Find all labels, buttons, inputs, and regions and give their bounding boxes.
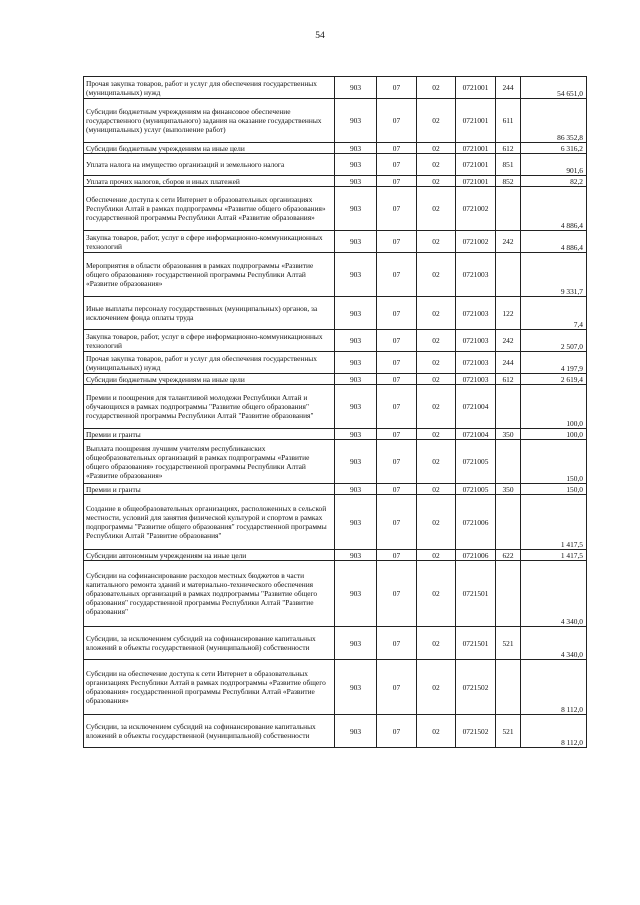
table-row [84,484,587,495]
subsection-code-cell: 02 [417,176,456,187]
section-code-cell: 07 [377,715,417,748]
department-code-cell: 903 [335,297,377,330]
expense-type-cell: 851 [496,154,521,176]
section-code-cell: 07 [377,99,417,143]
subsection-code-cell: 02 [417,297,456,330]
target-item-cell: 0721001 [456,77,496,99]
amount-cell: 4 886,4 [521,187,587,231]
expense-type-cell [496,385,521,429]
section-code-cell: 07 [377,253,417,297]
budget-table-body [84,77,587,748]
department-code-cell: 903 [335,231,377,253]
target-item-cell: 0721001 [456,176,496,187]
section-code-cell: 07 [377,374,417,385]
expense-type-cell [496,660,521,715]
expense-type-cell [496,440,521,484]
table-row [84,154,587,176]
department-code-cell: 903 [335,715,377,748]
section-code-cell: 07 [377,154,417,176]
table-row [84,253,587,297]
target-item-cell: 0721502 [456,660,496,715]
section-code-cell: 07 [377,297,417,330]
expense-name-cell: Премии и гранты [84,429,335,440]
section-code-cell: 07 [377,429,417,440]
table-row [84,495,587,550]
expense-name-cell: Уплата налога на имущество организаций и земельного налога [84,154,335,176]
section-code-cell: 07 [377,352,417,374]
amount-cell: 1 417,5 [521,550,587,561]
department-code-cell: 903 [335,484,377,495]
table-row [84,352,587,374]
expense-name-cell: Субсидии бюджетным учреждениям на иные цели [84,374,335,385]
target-item-cell: 0721003 [456,297,496,330]
amount-cell: 86 352,8 [521,99,587,143]
subsection-code-cell: 02 [417,440,456,484]
department-code-cell: 903 [335,330,377,352]
section-code-cell: 07 [377,660,417,715]
expense-name-cell: Субсидии, за исключением субсидий на софинансирование капитальных вложений в объекты государственной (муниципальной) собственности [84,627,335,660]
section-code-cell: 07 [377,484,417,495]
target-item-cell: 0721003 [456,330,496,352]
expense-type-cell [496,253,521,297]
subsection-code-cell: 02 [417,77,456,99]
target-item-cell: 0721003 [456,352,496,374]
subsection-code-cell: 02 [417,495,456,550]
expense-name-cell: Прочая закупка товаров, работ и услуг для обеспечения государственных (муниципальных) нужд [84,77,335,99]
expense-type-cell: 521 [496,627,521,660]
table-row [84,660,587,715]
expense-type-cell: 122 [496,297,521,330]
target-item-cell: 0721002 [456,187,496,231]
section-code-cell: 07 [377,231,417,253]
subsection-code-cell: 02 [417,231,456,253]
section-code-cell: 07 [377,187,417,231]
amount-cell: 4 340,0 [521,561,587,627]
expense-type-cell: 242 [496,330,521,352]
target-item-cell: 0721005 [456,440,496,484]
expense-type-cell: 521 [496,715,521,748]
subsection-code-cell: 02 [417,715,456,748]
target-item-cell: 0721004 [456,429,496,440]
expense-type-cell [496,495,521,550]
amount-cell: 9 331,7 [521,253,587,297]
table-row [84,330,587,352]
subsection-code-cell: 02 [417,330,456,352]
amount-cell: 2 619,4 [521,374,587,385]
subsection-code-cell: 02 [417,143,456,154]
expense-type-cell: 350 [496,429,521,440]
amount-cell: 7,4 [521,297,587,330]
subsection-code-cell: 02 [417,627,456,660]
target-item-cell: 0721002 [456,231,496,253]
subsection-code-cell: 02 [417,154,456,176]
expense-name-cell: Субсидии автономным учреждениям на иные цели [84,550,335,561]
department-code-cell: 903 [335,627,377,660]
table-row [84,231,587,253]
target-item-cell: 0721001 [456,154,496,176]
table-row [84,374,587,385]
department-code-cell: 903 [335,352,377,374]
section-code-cell: 07 [377,143,417,154]
amount-cell: 1 417,5 [521,495,587,550]
section-code-cell: 07 [377,561,417,627]
table-row [84,187,587,231]
expense-name-cell: Иные выплаты персоналу государственных (муниципальных) органов, за исключением фонда оплаты труда [84,297,335,330]
expense-name-cell: Закупка товаров, работ, услуг в сфере информационно-коммуникационных технологий [84,231,335,253]
expense-type-cell: 242 [496,231,521,253]
target-item-cell: 0721006 [456,495,496,550]
amount-cell: 901,6 [521,154,587,176]
expense-name-cell: Мероприятия в области образования в рамках подпрограммы «Развитие общего образования» государственной программы Республики Алтай «Развитие образования» [84,253,335,297]
expense-name-cell: Создание в общеобразовательных организациях, расположенных в сельской местности, условий для занятия физической культурой и спортом в рамках подпрограммы "Развитие общего образования" государственной программы Республики Алтай "Развитие образования" [84,495,335,550]
target-item-cell: 0721006 [456,550,496,561]
expense-name-cell: Обеспечение доступа к сети Интернет в образовательных организациях Республики Алтай в рамках подпрограммы «Развитие общего образования» государственной программы Республики Алтай «Развитие образования» [84,187,335,231]
expense-type-cell [496,561,521,627]
expense-name-cell: Прочая закупка товаров, работ и услуг для обеспечения государственных (муниципальных) нужд [84,352,335,374]
expense-name-cell: Субсидии бюджетным учреждениям на иные цели [84,143,335,154]
expense-type-cell: 244 [496,77,521,99]
table-row [84,715,587,748]
subsection-code-cell: 02 [417,374,456,385]
target-item-cell: 0721501 [456,561,496,627]
expense-type-cell: 622 [496,550,521,561]
table-row [84,176,587,187]
department-code-cell: 903 [335,253,377,297]
target-item-cell: 0721502 [456,715,496,748]
amount-cell: 100,0 [521,429,587,440]
department-code-cell: 903 [335,176,377,187]
expense-type-cell: 244 [496,352,521,374]
section-code-cell: 07 [377,550,417,561]
table-row [84,550,587,561]
expense-name-cell: Премии и поощрения для талантливой молодежи Республики Алтай и обучающихся в рамках подпрограммы "Развитие общего образования" государственной программы Республики Алтай "Развитие образования" [84,385,335,429]
department-code-cell: 903 [335,440,377,484]
expense-name-cell: Закупка товаров, работ, услуг в сфере информационно-коммуникационных технологий [84,330,335,352]
department-code-cell: 903 [335,550,377,561]
section-code-cell: 07 [377,385,417,429]
section-code-cell: 07 [377,495,417,550]
amount-cell: 150,0 [521,440,587,484]
amount-cell: 100,0 [521,385,587,429]
expense-name-cell: Субсидии, за исключением субсидий на софинансирование капитальных вложений в объекты государственной (муниципальной) собственности [84,715,335,748]
section-code-cell: 07 [377,77,417,99]
table-row [84,429,587,440]
department-code-cell: 903 [335,374,377,385]
expense-type-cell: 350 [496,484,521,495]
amount-cell: 8 112,0 [521,715,587,748]
department-code-cell: 903 [335,385,377,429]
department-code-cell: 903 [335,660,377,715]
expense-type-cell [496,187,521,231]
expense-name-cell: Премии и гранты [84,484,335,495]
amount-cell: 4 340,0 [521,627,587,660]
amount-cell: 150,0 [521,484,587,495]
page-number: 54 [315,31,325,41]
expense-name-cell: Выплата поощрения лучшим учителям республиканских общеобразовательных организаций в рамках подпрограммы «Развитие общего образования» государственной программы Республики Алтай «Развитие образования» [84,440,335,484]
section-code-cell: 07 [377,627,417,660]
expense-type-cell: 611 [496,99,521,143]
amount-cell: 2 507,0 [521,330,587,352]
amount-cell: 4 197,9 [521,352,587,374]
department-code-cell: 903 [335,561,377,627]
subsection-code-cell: 02 [417,187,456,231]
subsection-code-cell: 02 [417,352,456,374]
target-item-cell: 0721003 [456,374,496,385]
department-code-cell: 903 [335,99,377,143]
table-row [84,143,587,154]
expense-type-cell: 612 [496,143,521,154]
target-item-cell: 0721001 [456,99,496,143]
expense-type-cell: 612 [496,374,521,385]
department-code-cell: 903 [335,77,377,99]
expense-type-cell: 852 [496,176,521,187]
subsection-code-cell: 02 [417,429,456,440]
amount-cell: 54 651,0 [521,77,587,99]
target-item-cell: 0721003 [456,253,496,297]
section-code-cell: 07 [377,330,417,352]
table-row [84,297,587,330]
amount-cell: 6 316,2 [521,143,587,154]
table-row [84,627,587,660]
subsection-code-cell: 02 [417,660,456,715]
subsection-code-cell: 02 [417,550,456,561]
amount-cell: 82,2 [521,176,587,187]
department-code-cell: 903 [335,429,377,440]
expense-name-cell: Субсидии на обеспечение доступа к сети Интернет в образовательных организациях Республики Алтай в рамках подпрограммы «Развитие общего образования» государственной программы Республики Алтай «Развитие образования» [84,660,335,715]
expense-name-cell: Субсидии на софинансирование расходов местных бюджетов в части капитального ремонта зданий и материально-технического обеспечения образовательных организаций в рамках подпрограммы "Развитие общего образования" государственной программы Республики Алтай "Развитие образования" [84,561,335,627]
target-item-cell: 0721501 [456,627,496,660]
target-item-cell: 0721001 [456,143,496,154]
section-code-cell: 07 [377,176,417,187]
department-code-cell: 903 [335,154,377,176]
amount-cell: 8 112,0 [521,660,587,715]
table-row [84,561,587,627]
table-row [84,440,587,484]
subsection-code-cell: 02 [417,484,456,495]
subsection-code-cell: 02 [417,561,456,627]
target-item-cell: 0721005 [456,484,496,495]
department-code-cell: 903 [335,187,377,231]
section-code-cell: 07 [377,440,417,484]
table-row [84,385,587,429]
expense-name-cell: Субсидии бюджетным учреждениям на финансовое обеспечение государственного (муниципального) задания на оказание государственных (муниципальных) услуг (выполнение работ) [84,99,335,143]
budget-table [83,76,587,748]
subsection-code-cell: 02 [417,253,456,297]
expense-name-cell: Уплата прочих налогов, сборов и иных платежей [84,176,335,187]
department-code-cell: 903 [335,143,377,154]
amount-cell: 4 886,4 [521,231,587,253]
table-row [84,99,587,143]
table-row [84,77,587,99]
subsection-code-cell: 02 [417,385,456,429]
department-code-cell: 903 [335,495,377,550]
subsection-code-cell: 02 [417,99,456,143]
target-item-cell: 0721004 [456,385,496,429]
